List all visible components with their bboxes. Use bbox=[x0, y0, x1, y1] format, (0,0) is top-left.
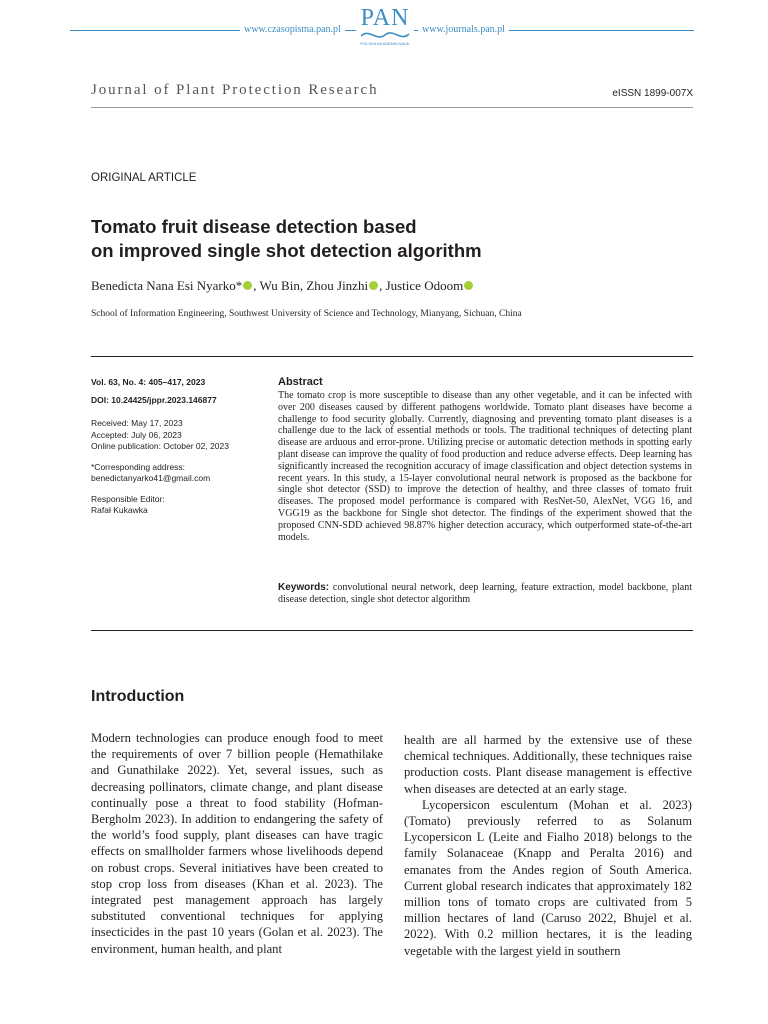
abstract-text: The tomato crop is more susceptible to disease than any other vegetable, and it can be infected with over 200 diseases caused by different pathogens worldwide. Tomato plant diseases have become a challenge to food security globally. Currently, diagnosing and preventing tomato plant diseases is a challenge due to the lack of essential methods or tools. The traditional techniques of detecting plant disease are arduous and error-prone. Utilizing precise or automatic detection methods in spotting early plant disease can improve the quality of food production and reduce adverse effects. Deep learning has significantly increased the recognition accuracy of image classification and object detection systems in recent years. In this study, a 15-layer convolutional neural network is proposed as the backbone for single shot detector (SSD) to improve the detection of healthy, and three classes of tomato fruit diseases. The proposed model performance is compared with ResNet-50, AlexNet, VGG 16, and VGG19 as the backbone for Single shot detector. The findings of the experiment showed that the proposed CNN-SDD achieved 98.87% higher detection accuracy, which outperformed state-of-the-art models. bbox=[278, 390, 692, 543]
article-meta bbox=[91, 377, 269, 517]
paragraph: Modern technologies can produce enough food to meet the requirements of over 7 billion people (Hemathilake and Gunathilake 2022). Yet, several issues, such as decreasing pollinators, climate change, and plant disease continually pose a threat to food stability (Hofman-Bergholm 2023). In addition to endangering the safety of the world’s food supply, plant diseases can have tragic effects on smallholder farmers whose livelihoods depend on robust crops. Several initiatives have been created to stop crop loss from diseases (Khan et al. 2023). The integrated pest management approach has largely substituted conventional techniques for applying insecticides in the past 10 years (Golan et al. 2023). The environment, human health, and plant bbox=[91, 731, 383, 956]
keywords-list: convolutional neural network, deep learning, feature extraction, model backbone, plant disease detection, single shot detector algorithm bbox=[278, 582, 692, 605]
abstract-bottom-rule bbox=[91, 630, 693, 631]
orcid-icon[interactable] bbox=[464, 281, 473, 290]
author-1: Benedicta Nana Esi Nyarko* bbox=[91, 278, 243, 293]
keywords bbox=[278, 582, 692, 606]
doi[interactable]: DOI: 10.24425/jppr.2023.146877 bbox=[91, 394, 217, 405]
editor-name: Rafał Kukawka bbox=[91, 505, 148, 515]
paragraph: health are all harmed by the extensive use of these chemical techniques. Additionally, these techniques raise production costs. Plant disease management is effective when diseases are detected at an early stage. bbox=[404, 733, 692, 796]
pan-logo bbox=[355, 6, 415, 56]
corresponding-label: *Corresponding address: bbox=[91, 461, 186, 472]
editor-label: Responsible Editor: bbox=[91, 493, 165, 504]
issn: eISSN 1899-007X bbox=[612, 88, 693, 99]
keywords-label: Keywords: bbox=[278, 582, 330, 593]
journal-title: Journal of Plant Protection Research bbox=[91, 82, 379, 98]
title-line-2: on improved single shot detection algorithm bbox=[91, 240, 482, 261]
article-title bbox=[91, 215, 651, 263]
abstract-top-rule bbox=[91, 356, 693, 357]
orcid-icon[interactable] bbox=[243, 281, 252, 290]
orcid-icon[interactable] bbox=[369, 281, 378, 290]
volume-info: Vol. 63, No. 4: 405–417, 2023 bbox=[91, 377, 206, 387]
pan-logo-swirl-icon bbox=[359, 28, 411, 42]
journal-title-rule bbox=[91, 107, 693, 108]
journal-url-left[interactable]: www.czasopisma.pan.pl bbox=[240, 24, 345, 35]
section-heading-introduction: Introduction bbox=[91, 688, 185, 705]
online-date: Online publication: October 02, 2023 bbox=[91, 441, 229, 451]
abstract-heading: Abstract bbox=[278, 376, 323, 388]
corresponding-email[interactable]: benedictanyarko41@gmail.com bbox=[91, 473, 211, 483]
body-column-left bbox=[91, 730, 383, 957]
accepted-date: Accepted: July 06, 2023 bbox=[91, 429, 182, 440]
article-type: ORIGINAL ARTICLE bbox=[91, 172, 197, 184]
title-line-1: Tomato fruit disease detection based bbox=[91, 216, 417, 237]
author-3: , Justice Odoom bbox=[379, 278, 464, 293]
received-date: Received: May 17, 2023 bbox=[91, 418, 183, 428]
paragraph: Lycopersicon esculentum (Mohan et al. 2023) (Tomato) previously referred to as Solanum Lycopersicon L (Leite and Fialho 2018) belongs to the family Solanaceae (Knapp and Peralta 2016) and emanates from the Andes region of South America. Current global research indicates that approximately 182 million tons of tomato crops are cultivated from 5 million hectares of land (Caruso 2022, Bhujel et al. 2022). With 0.2 million hectares, it is the leading vegetable with the largest yield in southern bbox=[404, 797, 692, 958]
author-2: , Wu Bin, Zhou Jinzhi bbox=[253, 278, 369, 293]
pan-logo-subtitle: POLSKA AKADEMIA NAUK bbox=[360, 41, 410, 46]
authors bbox=[91, 278, 474, 294]
pan-logo-text: PAN bbox=[360, 5, 410, 31]
body-column-right bbox=[404, 732, 692, 959]
affiliation: School of Information Engineering, Southwest University of Science and Technology, Mianyang, Sichuan, China bbox=[91, 309, 522, 319]
journal-url-right[interactable]: www.journals.pan.pl bbox=[418, 24, 509, 35]
